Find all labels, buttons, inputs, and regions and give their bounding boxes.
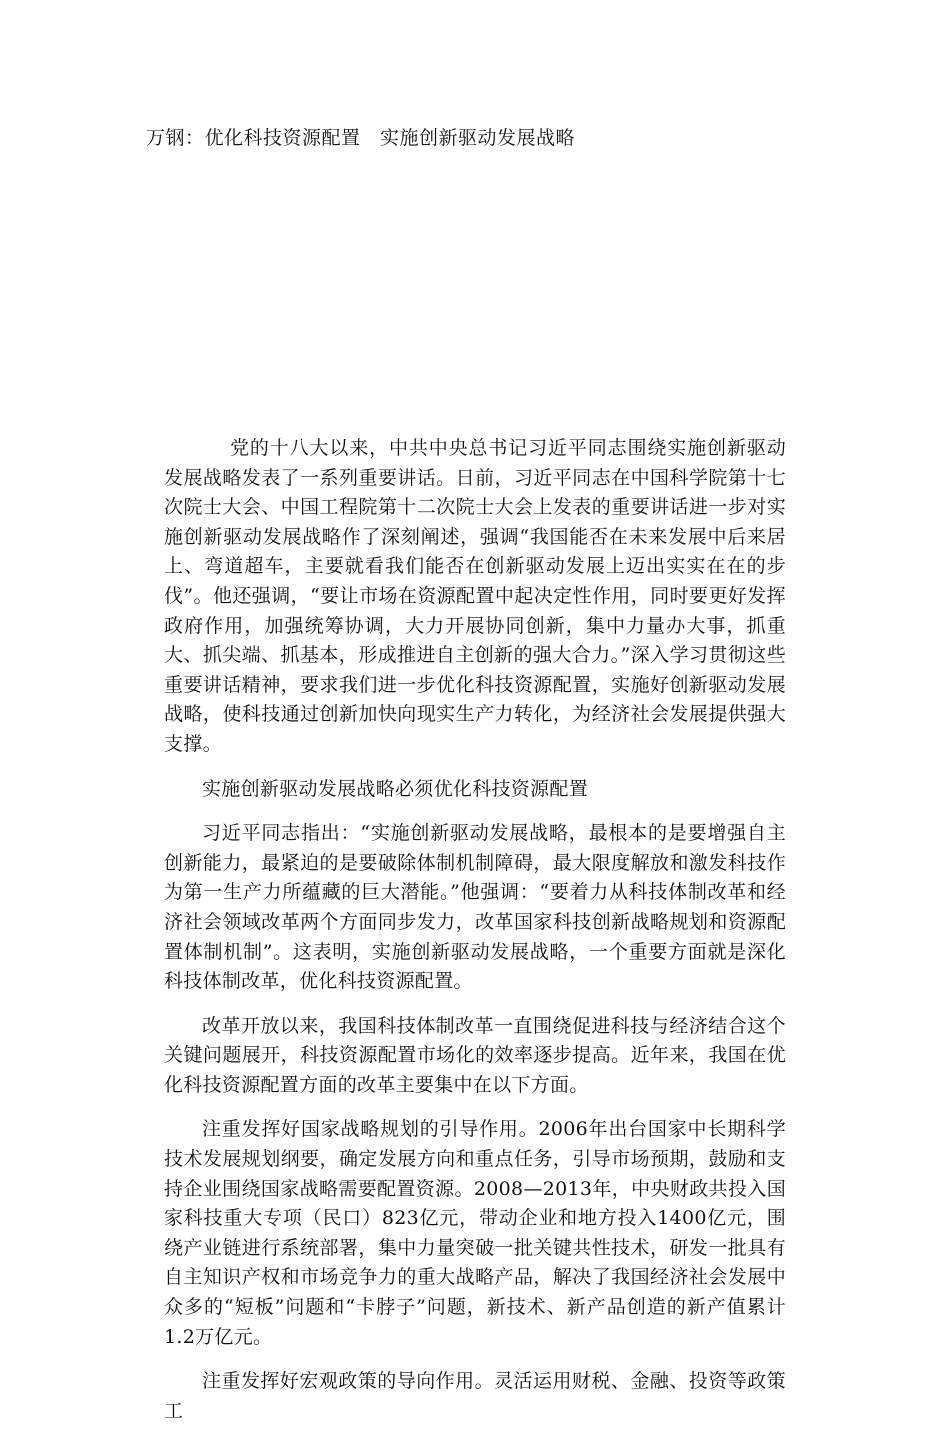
paragraph-intro: 党的十八大以来，中共中央总书记习近平同志围绕实施创新驱动发展战略发表了一系列重要讲话。日前，习近平同志在中国科学院第十七次院士大会、中国工程院第十二次院士大会上发表的重要讲话进一步对实施创新驱动发展战略作了深刻阐述，强调“我国能否在未来发展中后来居上、弯道超车，主要就看我们能否在创新驱动发展上迈出实实在在的步伐”。他还强调，“要让市场在资源配置中起决定性作用，同时要更好发挥政府作用，加强统筹协调，大力开展协同创新，集中力量办大事，抓重大、抓尖端、抓基本，形成推进自主创新的强大合力。”深入学习贯彻这些重要讲话精神，要求我们进一步优化科技资源配置，实施好创新驱动发展战略，使科技通过创新加快向现实生产力转化，为经济社会发展提供强大支撑。: [164, 437, 786, 755]
paragraph-quote: 习近平同志指出：“实施创新驱动发展战略，最根本的是要增强自主创新能力，最紧迫的是要破除体制机制障碍，最大限度解放和激发科技作为第一生产力所蕴藏的巨大潜能。”他强调：“要着力从科技体制改革和经济社会领域改革两个方面同步发力，改革国家科技创新战略规划和资源配置体制机制”。这表明，实施创新驱动发展战略，一个重要方面就是深化科技体制改革，优化科技资源配置。: [164, 822, 786, 993]
paragraph-reform: 改革开放以来，我国科技体制改革一直围绕促进科技与经济结合这个关键问题展开，科技资源配置市场化的效率逐步提高。近年来，我国在优化科技资源配置方面的改革主要集中在以下方面。: [164, 1014, 786, 1096]
article-title: 万钢：优化科技资源配置 实施创新驱动发展战略: [146, 127, 576, 149]
section-heading: 实施创新驱动发展战略必须优化科技资源配置: [202, 777, 589, 800]
paragraph-policy: 注重发挥好宏观政策的导向作用。灵活运用财税、金融、投资等政策工: [164, 1370, 786, 1422]
article-body: [164, 434, 786, 1441]
paragraph-planning: 注重发挥好国家战略规划的引导作用。2006年出台国家中长期科学技术发展规划纲要，确定发展方向和重点任务，引导市场预期，鼓励和支持企业围绕国家战略需要配置资源。2008—2013年，中央财政共投入国家科技重大专项（民口）823亿元，带动企业和地方投入1400亿元，围绕产业链进行系统部署，集中力量突破一批关键共性技术，研发一批具有自主知识产权和市场竞争力的重大战略产品，解决了我国经济社会发展中众多的“短板”问题和“卡脖子”问题，新技术、新产品创造的新产值累计1.2万亿元。: [164, 1118, 786, 1348]
